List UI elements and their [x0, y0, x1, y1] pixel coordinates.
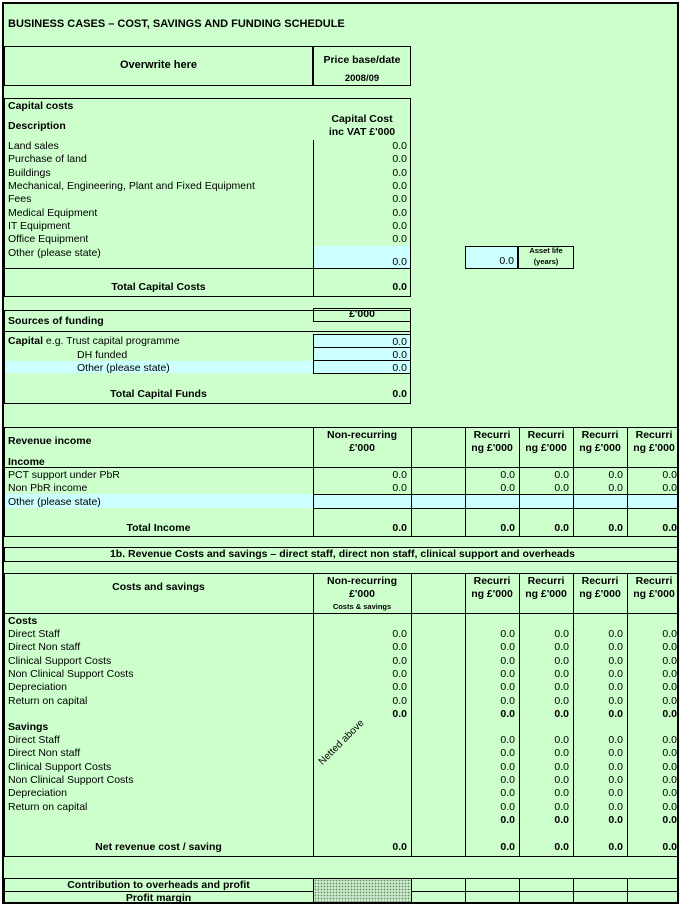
cost-row-value[interactable]: 0.0 — [392, 628, 407, 640]
cost-row-value[interactable]: 0.0 — [554, 628, 569, 640]
saving-row-value[interactable]: 0.0 — [500, 773, 515, 786]
saving-row-value[interactable]: 0.0 — [662, 773, 677, 786]
recurring-header: Recurri — [635, 575, 673, 587]
revenue-row-value[interactable]: 0.0 — [500, 469, 515, 481]
cost-row-value[interactable]: 0.0 — [608, 681, 623, 694]
costs-nonrec-unit: £'000 — [349, 588, 375, 600]
capital-row-label: Fees — [8, 193, 32, 206]
saving-row-value[interactable]: 0.0 — [608, 800, 623, 813]
costs-savings-heading: Costs and savings — [112, 581, 205, 593]
asset-life-unit: (years) — [533, 257, 559, 266]
net-revenue-value: 0.0 — [608, 841, 623, 853]
revenue-row-label: Non PbR income — [8, 482, 88, 495]
total-income-label: Total Income — [126, 522, 191, 534]
capital-row-value[interactable]: 0.0 — [392, 219, 407, 232]
saving-subtotal-value: 0.0 — [608, 814, 623, 826]
revenue-row-value[interactable]: 0.0 — [608, 469, 623, 481]
saving-row-value[interactable]: 0.0 — [608, 734, 623, 746]
saving-row-value[interactable]: 0.0 — [662, 747, 677, 760]
contribution-shaded-cell — [314, 879, 411, 904]
cost-row-value[interactable]: 0.0 — [662, 654, 677, 667]
funding-dh-value: 0.0 — [392, 349, 407, 361]
capital-cost-header-unit: inc VAT £'000 — [328, 126, 396, 138]
revenue-row-value[interactable]: 0.0 — [554, 482, 569, 495]
cost-row-value[interactable]: 0.0 — [392, 681, 407, 694]
saving-row-value[interactable]: 0.0 — [554, 760, 569, 773]
saving-row-value[interactable]: 0.0 — [500, 787, 515, 800]
costs-nonrec-sub: Costs & savings — [332, 602, 392, 611]
profit-margin-label: Profit margin — [125, 892, 192, 904]
total-income-value: 0.0 — [554, 522, 569, 534]
saving-row-value[interactable]: 0.0 — [554, 773, 569, 786]
recurring-header-unit: ng £'000 — [633, 442, 675, 454]
capital-row-value[interactable]: 0.0 — [392, 140, 407, 152]
cost-row-label: Depreciation — [8, 681, 67, 694]
costs-section-title: 1b. Revenue Costs and savings – direct staff, direct non staff, clinical support and overheads — [109, 548, 576, 560]
cost-row-value[interactable]: 0.0 — [554, 694, 569, 707]
capital-row-value[interactable]: 0.0 — [392, 193, 407, 206]
recurring-header: Recurri — [473, 575, 511, 587]
saving-row-value[interactable]: 0.0 — [554, 734, 569, 746]
recurring-header: Recurri — [473, 429, 511, 441]
capital-row-value[interactable]: 0.0 — [392, 256, 407, 268]
cost-row-value[interactable]: 0.0 — [662, 628, 677, 640]
saving-row-value[interactable]: 0.0 — [608, 773, 623, 786]
description-heading: Description — [8, 120, 66, 132]
cost-row-label: Clinical Support Costs — [8, 654, 112, 667]
cost-row-label: Return on capital — [8, 694, 88, 707]
sources-of-funding-heading: Sources of funding — [8, 315, 104, 327]
capital-row-value[interactable]: 0.0 — [392, 153, 407, 166]
saving-row-label: Return on capital — [8, 800, 88, 813]
cost-row-value[interactable]: 0.0 — [554, 641, 569, 654]
cost-row-value[interactable]: 0.0 — [500, 667, 515, 680]
net-revenue-value: 0.0 — [554, 841, 569, 853]
costs-nonrec-header: Non-recurring — [326, 575, 397, 587]
revenue-row-value[interactable]: 0.0 — [662, 482, 677, 495]
asset-life-label: Asset life — [529, 246, 563, 255]
funding-other-label: Other (please state) — [77, 362, 170, 374]
saving-row-value[interactable]: 0.0 — [500, 734, 515, 746]
recurring-header-unit: ng £'000 — [471, 588, 513, 600]
net-revenue-value: 0.0 — [500, 841, 515, 853]
total-income-value: 0.0 — [662, 522, 677, 534]
revenue-nonrec-header: Non-recurring — [326, 429, 397, 441]
revenue-row-label: Other (please state) — [8, 495, 101, 508]
cost-row-value[interactable]: 0.0 — [608, 667, 623, 680]
capital-row-value[interactable]: 0.0 — [392, 206, 407, 219]
capital-row-label: Mechanical, Engineering, Plant and Fixed Equipment — [8, 179, 255, 192]
capital-row-value[interactable]: 0.0 — [392, 166, 407, 179]
capital-row-value[interactable]: 0.0 — [392, 233, 407, 246]
net-revenue-value: 0.0 — [662, 841, 677, 853]
revenue-row-value[interactable]: 0.0 — [662, 469, 677, 481]
recurring-header: Recurri — [635, 429, 673, 441]
net-revenue-value: 0.0 — [392, 841, 407, 853]
funding-capital-label: Capital e.g. Trust capital programme — [8, 335, 180, 347]
saving-row-value[interactable]: 0.0 — [554, 800, 569, 813]
saving-row-label: Depreciation — [8, 787, 67, 800]
revenue-row-label: PCT support under PbR — [8, 469, 120, 481]
net-revenue-label: Net revenue cost / saving — [95, 841, 222, 853]
price-base-value: 2008/09 — [344, 73, 380, 84]
saving-row-label: Direct Staff — [8, 734, 60, 746]
saving-subtotal-value: 0.0 — [500, 814, 515, 826]
cost-row-label: Direct Staff — [8, 628, 60, 640]
saving-row-label: Direct Non staff — [8, 747, 81, 760]
saving-row-value[interactable]: 0.0 — [662, 800, 677, 813]
recurring-header: Recurri — [527, 429, 565, 441]
cost-subtotal-value: 0.0 — [554, 708, 569, 720]
schedule-sheet — [2, 2, 679, 904]
total-income-value: 0.0 — [608, 522, 623, 534]
recurring-header-unit: ng £'000 — [633, 588, 675, 600]
recurring-header-unit: ng £'000 — [579, 442, 621, 454]
saving-row-value[interactable]: 0.0 — [608, 787, 623, 800]
cost-row-value[interactable]: 0.0 — [662, 667, 677, 680]
cost-row-value[interactable]: 0.0 — [608, 654, 623, 667]
saving-row-value[interactable]: 0.0 — [662, 787, 677, 800]
income-heading: Income — [8, 456, 45, 468]
overwrite-label: Overwrite here — [119, 59, 198, 71]
recurring-header: Recurri — [527, 575, 565, 587]
revenue-row-value[interactable]: 0.0 — [392, 482, 407, 495]
total-income-value: 0.0 — [392, 522, 407, 534]
saving-row-value[interactable]: 0.0 — [554, 787, 569, 800]
saving-row-label: Non Clinical Support Costs — [8, 773, 134, 786]
total-capital-funds-label: Total Capital Funds — [110, 388, 207, 400]
saving-row-value[interactable]: 0.0 — [662, 760, 677, 773]
revenue-row-value[interactable]: 0.0 — [392, 469, 407, 481]
capital-cost-header: Capital Cost — [331, 113, 393, 125]
capital-row-label: Buildings — [8, 166, 51, 179]
cost-row-value[interactable]: 0.0 — [662, 641, 677, 654]
cost-row-value[interactable]: 0.0 — [392, 641, 407, 654]
cost-row-value[interactable]: 0.0 — [392, 654, 407, 667]
cost-row-value[interactable]: 0.0 — [554, 667, 569, 680]
saving-row-value[interactable]: 0.0 — [554, 747, 569, 760]
costs-heading: Costs — [8, 615, 38, 627]
cost-subtotal-value: 0.0 — [608, 708, 623, 720]
saving-row-value[interactable]: 0.0 — [608, 747, 623, 760]
cost-row-value[interactable]: 0.0 — [662, 694, 677, 707]
cost-row-value[interactable]: 0.0 — [554, 681, 569, 694]
funding-other-value: 0.0 — [392, 362, 407, 374]
total-capital-funds-value: 0.0 — [392, 388, 407, 400]
asset-life-value: 0.0 — [499, 255, 514, 267]
cost-row-value[interactable]: 0.0 — [500, 628, 515, 640]
funding-dh-label: DH funded — [77, 349, 128, 361]
capital-row-label: Other (please state) — [8, 247, 101, 259]
cost-row-value[interactable]: 0.0 — [500, 641, 515, 654]
recurring-header-unit: ng £'000 — [525, 442, 567, 454]
cost-row-value[interactable]: 0.0 — [500, 694, 515, 707]
revenue-row-value[interactable]: 0.0 — [554, 469, 569, 481]
capital-row-label: Land sales — [8, 140, 59, 152]
cost-subtotal-value: 0.0 — [392, 708, 407, 720]
saving-row-value[interactable]: 0.0 — [500, 760, 515, 773]
cost-row-value[interactable]: 0.0 — [500, 654, 515, 667]
cost-row-value[interactable]: 0.0 — [608, 628, 623, 640]
saving-subtotal-value: 0.0 — [662, 814, 677, 826]
saving-row-value[interactable]: 0.0 — [500, 800, 515, 813]
capital-row-label: Medical Equipment — [8, 206, 98, 219]
cost-row-value[interactable]: 0.0 — [500, 681, 515, 694]
page-title: BUSINESS CASES – COST, SAVINGS AND FUNDING SCHEDULE — [8, 18, 345, 30]
cost-row-value[interactable]: 0.0 — [554, 654, 569, 667]
saving-row-value[interactable]: 0.0 — [500, 747, 515, 760]
saving-row-value[interactable]: 0.0 — [608, 760, 623, 773]
saving-subtotal-value: 0.0 — [554, 814, 569, 826]
contribution-label: Contribution to overheads and profit — [67, 879, 250, 891]
capital-row-label: Purchase of land — [8, 153, 87, 166]
cost-row-value[interactable]: 0.0 — [392, 694, 407, 707]
recurring-header-unit: ng £'000 — [471, 442, 513, 454]
cost-row-value[interactable]: 0.0 — [608, 694, 623, 707]
capital-row-value[interactable]: 0.0 — [392, 179, 407, 192]
cost-row-label: Direct Non staff — [8, 641, 81, 654]
cost-row-label: Non Clinical Support Costs — [8, 667, 134, 680]
cost-subtotal-value: 0.0 — [662, 708, 677, 720]
recurring-header-unit: ng £'000 — [579, 588, 621, 600]
revenue-income-heading: Revenue income — [8, 435, 92, 447]
netted-above-note: Netted above — [316, 717, 367, 768]
revenue-row-value[interactable]: 0.0 — [608, 482, 623, 495]
cost-row-value[interactable]: 0.0 — [392, 667, 407, 680]
savings-heading: Savings — [8, 721, 49, 733]
total-capital-costs-value: 0.0 — [392, 281, 407, 293]
cost-row-value[interactable]: 0.0 — [608, 641, 623, 654]
total-capital-costs-label: Total Capital Costs — [111, 281, 206, 293]
cost-subtotal-value: 0.0 — [500, 708, 515, 720]
revenue-row-value[interactable]: 0.0 — [500, 482, 515, 495]
capital-row-label: IT Equipment — [8, 219, 71, 232]
capital-costs-heading: Capital costs — [8, 100, 74, 112]
total-income-value: 0.0 — [500, 522, 515, 534]
saving-row-value[interactable]: 0.0 — [662, 734, 677, 746]
recurring-header: Recurri — [581, 575, 619, 587]
funding-unit-header: £'000 — [349, 308, 375, 320]
recurring-header-unit: ng £'000 — [525, 588, 567, 600]
recurring-header: Recurri — [581, 429, 619, 441]
capital-row-label: Office Equipment — [8, 233, 89, 246]
revenue-nonrec-unit: £'000 — [349, 442, 375, 454]
saving-row-label: Clinical Support Costs — [8, 760, 112, 773]
funding-capital-value: 0.0 — [392, 336, 407, 348]
price-base-label: Price base/date — [323, 54, 401, 66]
cost-row-value[interactable]: 0.0 — [662, 681, 677, 694]
